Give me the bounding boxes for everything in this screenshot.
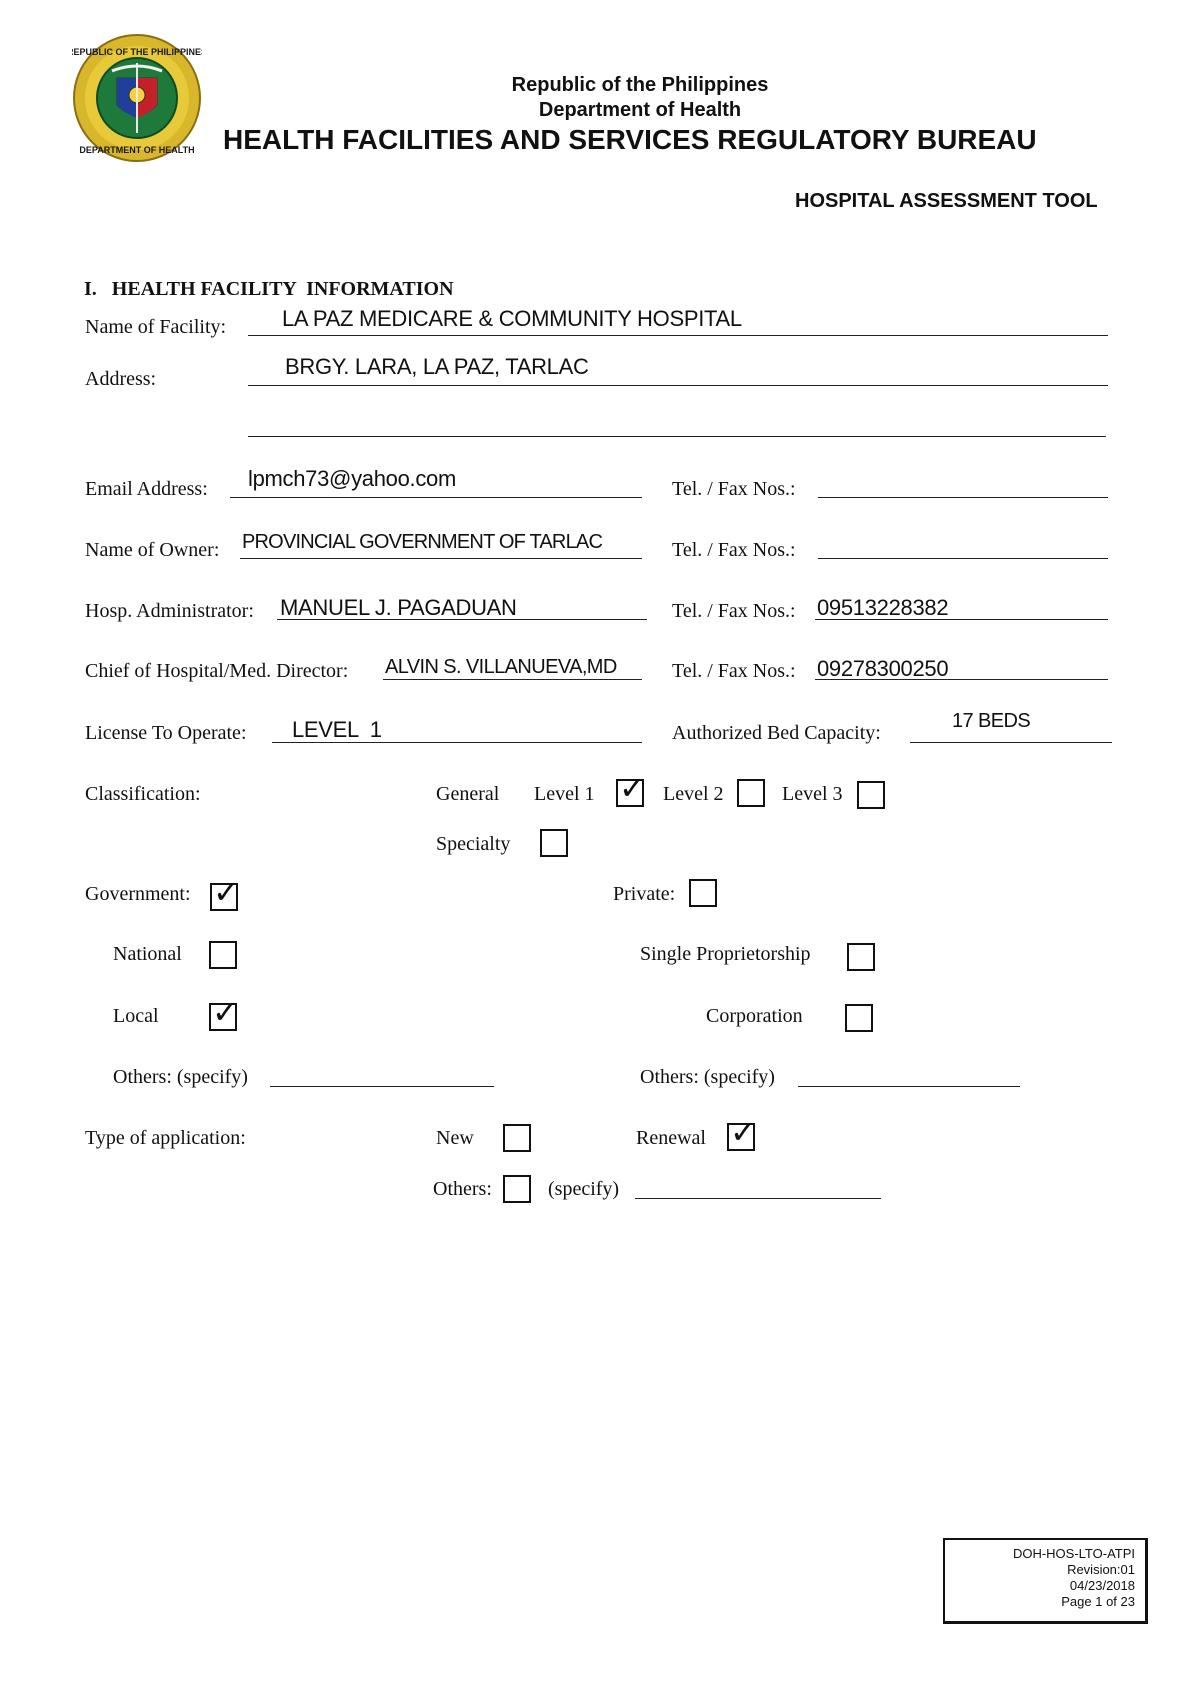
level2-label: Level 2	[663, 783, 724, 805]
level3-checkbox[interactable]	[857, 781, 885, 809]
doh-seal-logo	[72, 33, 202, 163]
application-type-label: Type of application:	[85, 1127, 246, 1149]
tel-underline-owner-row	[818, 558, 1108, 559]
section-title: HEALTH FACILITY INFORMATION	[111, 278, 454, 300]
bed-capacity-value[interactable]: 17 BEDS	[952, 710, 1031, 732]
application-others-checkbox[interactable]	[503, 1175, 531, 1203]
email-underline	[230, 497, 642, 498]
renewal-label: Renewal	[636, 1127, 706, 1149]
government-others-label: Others: (specify)	[113, 1066, 248, 1088]
document-code: DOH-HOS-LTO-ATPI	[1012, 1546, 1135, 1561]
license-value[interactable]: LEVEL 1	[292, 717, 382, 742]
tel-underline-chief-row	[815, 679, 1108, 680]
new-label: New	[436, 1127, 474, 1149]
local-checkbox[interactable]	[209, 993, 239, 1031]
private-others-underline[interactable]	[798, 1086, 1020, 1087]
general-label: General	[436, 783, 500, 805]
level3-label: Level 3	[782, 783, 843, 805]
level1-checkbox[interactable]	[616, 769, 646, 807]
address-label: Address:	[85, 368, 157, 390]
admin-value[interactable]: MANUEL J. PAGADUAN	[280, 595, 517, 620]
tel-label-chief-row: Tel. / Fax Nos.:	[672, 660, 796, 682]
owner-underline	[240, 558, 642, 559]
national-label: National	[113, 943, 182, 965]
application-specify-label: (specify)	[548, 1178, 620, 1200]
facility-name-label: Name of Facility:	[85, 316, 227, 338]
document-revision: Revision:01	[1067, 1562, 1135, 1577]
new-checkbox[interactable]	[503, 1124, 531, 1152]
level2-checkbox[interactable]	[737, 779, 765, 807]
single-proprietorship-checkbox[interactable]	[847, 943, 875, 971]
local-check-icon: ✓	[212, 993, 239, 1031]
tel-underline-email-row	[818, 497, 1108, 498]
section-heading	[74, 255, 454, 301]
government-check-icon: ✓	[213, 873, 240, 911]
section-number: I.	[84, 278, 97, 300]
address-line2-underline[interactable]	[248, 436, 1106, 437]
address-line1-value[interactable]: BRGY. LARA, LA PAZ, TARLAC	[285, 354, 589, 379]
application-others-label: Others:	[433, 1178, 492, 1200]
government-checkbox[interactable]	[210, 873, 240, 911]
government-label: Government:	[85, 883, 191, 905]
license-underline	[272, 742, 642, 743]
chief-underline	[383, 679, 642, 680]
private-others-label: Others: (specify)	[640, 1066, 775, 1088]
government-others-underline[interactable]	[270, 1086, 494, 1087]
header-bureau: HEALTH FACILITIES AND SERVICES REGULATORY BUREAU	[223, 124, 1037, 155]
local-label: Local	[113, 1005, 159, 1027]
tel-label-email-row: Tel. / Fax Nos.:	[672, 478, 796, 500]
address-line1-underline	[248, 385, 1108, 386]
facility-name-value[interactable]: LA PAZ MEDICARE & COMMUNITY HOSPITAL	[282, 306, 742, 331]
document-date: 04/23/2018	[1069, 1578, 1135, 1593]
seal-bottom-text: DEPARTMENT OF HEALTH	[79, 145, 195, 155]
level1-check-icon: ✓	[619, 769, 646, 807]
specialty-label: Specialty	[436, 833, 511, 855]
renewal-checkbox[interactable]	[727, 1113, 757, 1151]
document-revision-box	[943, 1538, 1148, 1624]
application-specify-underline[interactable]	[635, 1198, 881, 1199]
tel-label-owner-row: Tel. / Fax Nos.:	[672, 539, 796, 561]
chief-value[interactable]: ALVIN S. VILLANUEVA,MD	[385, 656, 617, 678]
license-label: License To Operate:	[85, 722, 247, 744]
header-department: Department of Health	[538, 99, 742, 121]
classification-label: Classification:	[85, 783, 201, 805]
national-checkbox[interactable]	[209, 941, 237, 969]
owner-value[interactable]: PROVINCIAL GOVERNMENT OF TARLAC	[242, 531, 603, 553]
admin-underline	[277, 619, 647, 620]
tool-title: HOSPITAL ASSESSMENT TOOL	[795, 190, 1098, 212]
tel-value-chief-row[interactable]: 09278300250	[817, 656, 949, 681]
tel-value-admin-row[interactable]: 09513228382	[817, 595, 949, 620]
seal-top-text: REPUBLIC OF THE PHILIPPINES	[72, 47, 202, 57]
level1-label: Level 1	[534, 783, 595, 805]
admin-label: Hosp. Administrator:	[85, 600, 254, 622]
bed-capacity-label: Authorized Bed Capacity:	[672, 722, 881, 744]
single-proprietorship-label: Single Proprietorship	[640, 943, 811, 965]
page-number: Page 1 of 23	[1061, 1594, 1135, 1609]
corporation-label: Corporation	[706, 1005, 803, 1027]
email-value[interactable]: lpmch73@yahoo.com	[248, 466, 457, 491]
chief-label: Chief of Hospital/Med. Director:	[85, 660, 349, 682]
tel-label-admin-row: Tel. / Fax Nos.:	[672, 600, 796, 622]
private-checkbox[interactable]	[689, 879, 717, 907]
corporation-checkbox[interactable]	[845, 1004, 873, 1032]
owner-label: Name of Owner:	[85, 539, 220, 561]
renewal-check-icon: ✓	[730, 1113, 757, 1151]
specialty-checkbox[interactable]	[540, 829, 568, 857]
tel-underline-admin-row	[815, 619, 1108, 620]
private-label: Private:	[613, 883, 676, 905]
header-republic: Republic of the Philippines	[511, 74, 769, 96]
email-label: Email Address:	[85, 478, 208, 500]
facility-name-underline	[248, 335, 1108, 336]
bed-capacity-underline	[910, 742, 1112, 743]
